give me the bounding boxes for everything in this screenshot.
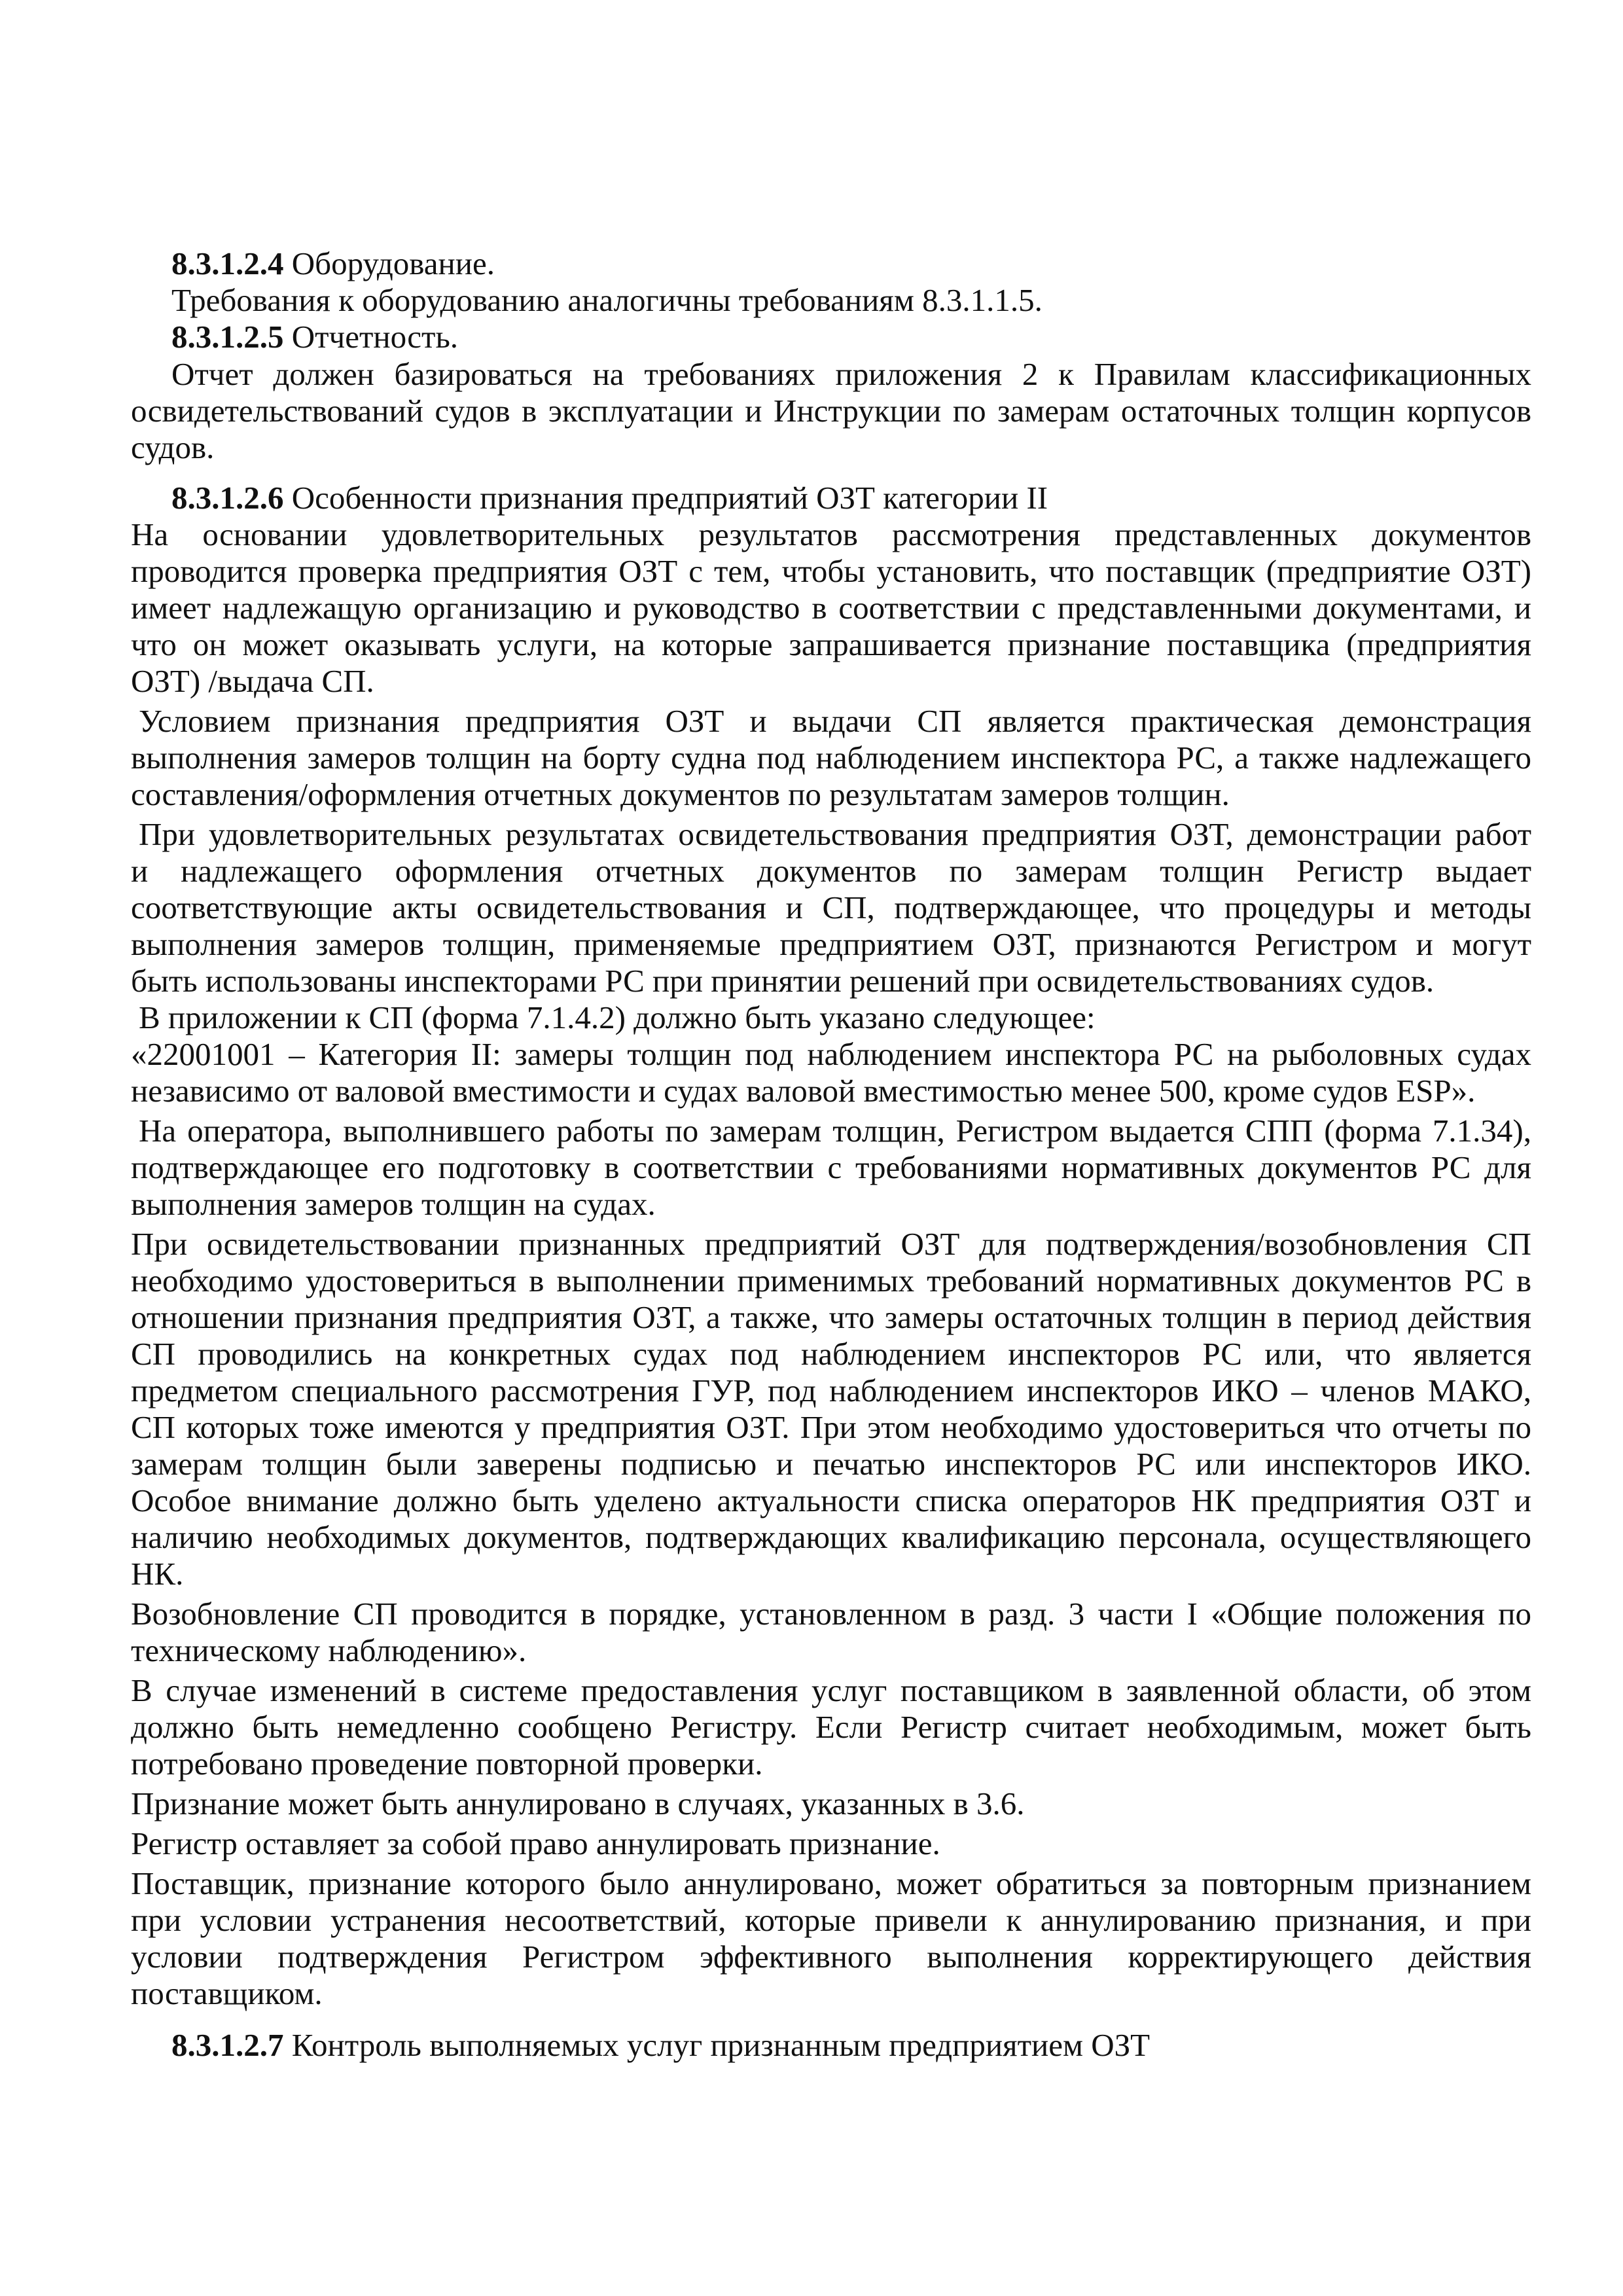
text-line: Регистр оставляет за собой право аннулировать признание. [131, 1825, 940, 1861]
text-line: техническому наблюдению». [131, 1632, 527, 1668]
text-line: соответствующие акты освидетельствования и СП, подтверждающее, что процедуры и методы [131, 889, 1531, 925]
section-title: Контроль выполняемых услуг признанным предприятием ОЗТ [283, 2027, 1150, 2063]
text-line: судов. [131, 429, 215, 465]
section-number: 8.3.1.2.6 [171, 480, 284, 516]
text-line: что он может оказывать услуги, на которые запрашивается признание поставщика (предприятия [131, 626, 1531, 662]
text-line: должно быть немедленно сообщено Регистру. Если Регистр считает необходимым, может быть [131, 1709, 1531, 1745]
section-number: 8.3.1.2.5 [171, 319, 284, 355]
section-heading-8-3-1-2-7 [171, 2025, 1531, 2066]
text-line: составления/оформления отчетных документов по результатам замеров толщин. [131, 776, 1230, 812]
text-line: предметом специального рассмотрения ГУР, под наблюдением инспекторов ИКО – членов МАКО, [131, 1372, 1531, 1408]
section-title: Особенности признания предприятий ОЗТ категории II [283, 480, 1048, 516]
text-line: При освидетельствовании признанных предприятий ОЗТ для подтверждения/возобновления СП [131, 1226, 1531, 1262]
text-line: Условием признания предприятия ОЗТ и выдачи СП является практическая демонстрация [139, 703, 1531, 739]
text-line: при условии устранения несоответствий, которые привели к аннулированию признания, и при [131, 1902, 1531, 1938]
text-line: Отчет должен базироваться на требованиях приложения 2 к Правилам классификационных [171, 356, 1531, 392]
section-title: Отчетность. [283, 319, 459, 355]
text-line: Признание может быть аннулировано в случаях, указанных в 3.6. [131, 1785, 1025, 1821]
text-line: потребовано проведение повторной проверки. [131, 1746, 763, 1782]
text-line: На оператора, выполнившего работы по замерам толщин, Регистром выдается СПП (форма 7.1.34), [139, 1113, 1531, 1149]
section-heading-8-3-1-2-6 [171, 478, 1531, 518]
text-line: выполнения замеров толщин на судах. [131, 1186, 656, 1222]
text-line: СП которых тоже имеются у предприятия ОЗТ. При этом необходимо удостовериться что отчеты по [131, 1409, 1531, 1445]
text-line: выполнения замеров толщин на борту судна под наблюдением инспектора РС, а также надлежащего [131, 740, 1531, 776]
text-line: НК. [131, 1556, 184, 1592]
text-line: В приложении к СП (форма 7.1.4.2) должно быть указано следующее: [139, 999, 1096, 1035]
text-line: замерам толщин были заверены подписью и печатью инспекторов РС или инспекторов ИКО. [131, 1446, 1531, 1482]
text-line: Особое внимание должно быть уделено актуальности списка операторов НК предприятия ОЗТ и [131, 1482, 1531, 1518]
text-line: ОЗТ) /выдача СП. [131, 663, 374, 699]
text-line: На основании удовлетворительных результатов рассмотрения представленных документов [131, 516, 1531, 552]
text-line: освидетельствований судов в эксплуатации и Инструкции по замерам остаточных толщин корпусов [131, 393, 1531, 429]
text-line: проводится проверка предприятия ОЗТ с тем, чтобы установить, что поставщик (предприятие ОЗТ) [131, 553, 1531, 589]
text-line: подтверждающее его подготовку в соответствии с требованиями нормативных документов РС для [131, 1149, 1531, 1185]
text-line: В случае изменений в системе предоставления услуг поставщиком в заявленной области, об этом [131, 1672, 1531, 1708]
text-line: Требования к оборудованию аналогичны требованиям 8.3.1.1.5. [171, 282, 1043, 318]
text-line: необходимо удостовериться в выполнении применимых требований нормативных документов РС в [131, 1263, 1531, 1299]
text-line: и надлежащего оформления отчетных документов по замерам толщин Регистр выдает [131, 853, 1531, 889]
text-line: «22001001 – Категория II: замеры толщин под наблюдением инспектора РС на рыболовных судах [131, 1036, 1531, 1072]
text-line: быть использованы инспекторами РС при принятии решений при освидетельствованиях судов. [131, 963, 1435, 999]
text-line: Поставщик, признание которого было аннулировано, может обратиться за повторным признанием [131, 1865, 1531, 1901]
section-heading-8-3-1-2-5 [171, 317, 1531, 357]
text-line: поставщиком. [131, 1975, 323, 2011]
section-number: 8.3.1.2.4 [171, 245, 284, 281]
section-heading-8-3-1-2-4 [171, 243, 1531, 284]
text-line: независимо от валовой вместимости и судах валовой вместимостью менее 500, кроме судов ESP». [131, 1073, 1476, 1109]
text-line: имеет надлежащую организацию и руководство в соответствии с представленными документами, и [131, 590, 1531, 626]
text-line: При удовлетворительных результатах освидетельствования предприятия ОЗТ, демонстрации работ [139, 816, 1531, 852]
text-line: выполнения замеров толщин, применяемые предприятием ОЗТ, признаются Регистром и могут [131, 926, 1531, 962]
text-line: отношении признания предприятия ОЗТ, а также, что замеры остаточных толщин в период действия [131, 1299, 1531, 1335]
section-title: Оборудование. [283, 245, 495, 281]
text-line: наличию необходимых документов, подтверждающих квалификацию персонала, осуществляющего [131, 1519, 1531, 1555]
text-line: условии подтверждения Регистром эффективного выполнения корректирующего действия [131, 1939, 1531, 1975]
text-line: СП проводились на конкретных судах под наблюдением инспекторов РС или, что является [131, 1336, 1531, 1372]
text-line: Возобновление СП проводится в порядке, установленном в разд. 3 части I «Общие положения по [131, 1596, 1531, 1632]
section-number: 8.3.1.2.7 [171, 2027, 284, 2063]
